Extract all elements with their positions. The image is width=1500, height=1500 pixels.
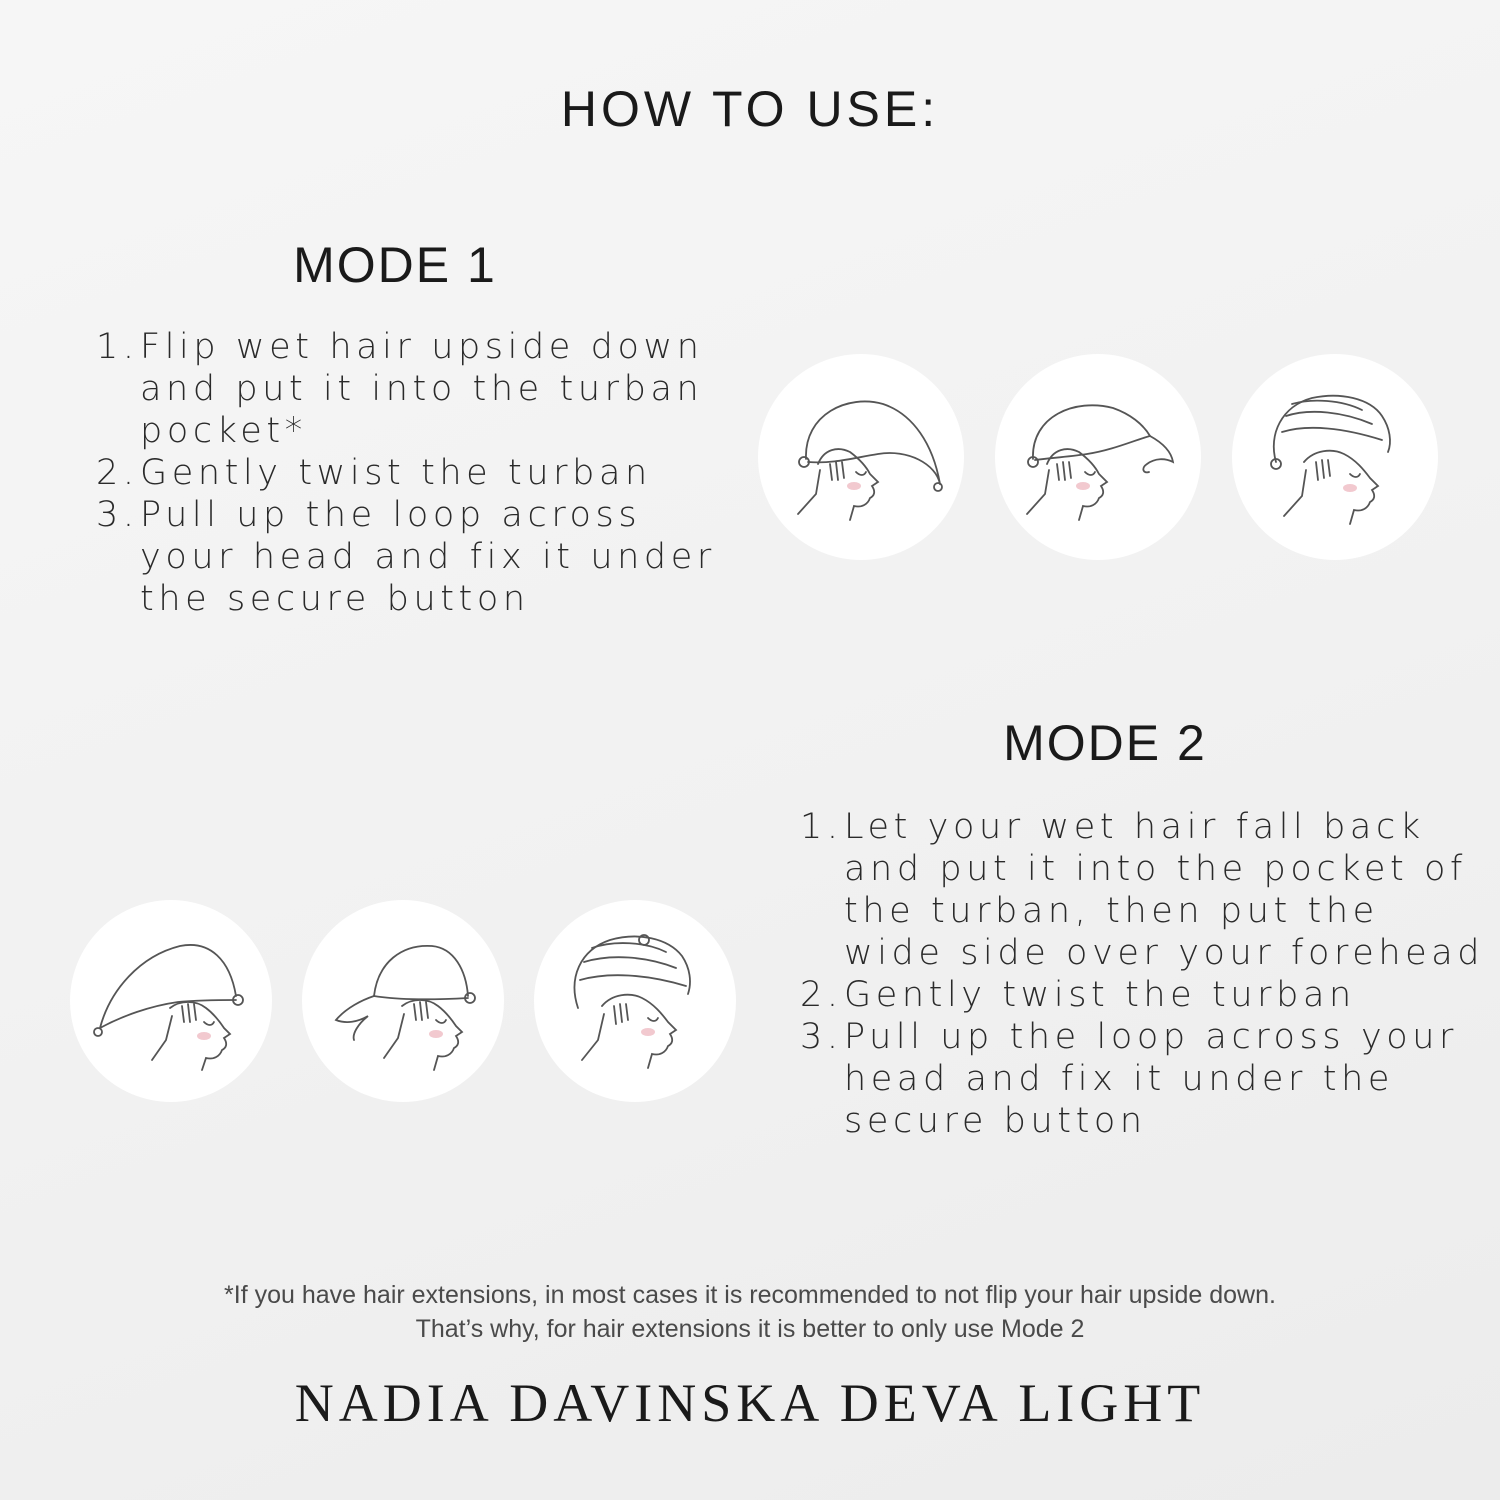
turban-head-icon (758, 354, 964, 560)
mode2-step-3 (800, 1016, 1490, 1142)
step-text: Flip wet hair upside down and put it into the turban pocket* (140, 327, 704, 451)
step-number: 3. (800, 1017, 843, 1057)
footnote-line-2: That’s why, for hair extensions it is better to only use Mode 2 (415, 1315, 1085, 1343)
step-text: Gently twist the turban (140, 453, 652, 493)
page-title: HOW TO USE: (560, 81, 940, 137)
turban-head-icon (995, 354, 1201, 560)
step-text: Pull up the loop across your head and fix it under the secure button (140, 495, 716, 619)
mode2-illustration-step-2 (302, 900, 504, 1102)
mode2-illustration-step-3 (534, 900, 736, 1102)
mode2-steps-list (800, 806, 1490, 1142)
mode2-step-1 (800, 806, 1490, 974)
step-number: 2. (800, 975, 843, 1015)
mode1-illustration-step-2 (995, 354, 1201, 560)
mode2-step-2 (800, 974, 1490, 1016)
step-number: 3. (96, 495, 139, 535)
step-text: Gently twist the turban (844, 975, 1356, 1015)
turban-head-icon (302, 900, 504, 1102)
step-number: 1. (96, 327, 139, 367)
turban-head-icon (534, 900, 736, 1102)
turban-head-icon (70, 900, 272, 1102)
mode1-heading: MODE 1 (293, 237, 497, 293)
mode1-step-1 (96, 326, 736, 452)
mode1-step-3 (96, 494, 736, 620)
step-number: 1. (800, 807, 843, 847)
mode2-heading: MODE 2 (1003, 715, 1207, 771)
footnote (0, 1278, 1500, 1346)
turban-head-icon (1232, 354, 1438, 560)
step-text: Let your wet hair fall back and put it into the pocket of the turban, then put the wide side over your forehead (844, 807, 1485, 973)
mode1-steps-list (96, 326, 736, 620)
step-number: 2. (96, 453, 139, 493)
mode1-illustration-step-1 (758, 354, 964, 560)
brand-name: NADIA DAVINSKA DEVA LIGHT (294, 1373, 1206, 1433)
mode1-step-2 (96, 452, 736, 494)
mode2-illustration-step-1 (70, 900, 272, 1102)
step-text: Pull up the loop across your head and fix it under the secure button (844, 1017, 1459, 1141)
footnote-line-1: *If you have hair extensions, in most cases it is recommended to not flip your hair upside down. (224, 1281, 1276, 1309)
mode1-illustration-step-3 (1232, 354, 1438, 560)
